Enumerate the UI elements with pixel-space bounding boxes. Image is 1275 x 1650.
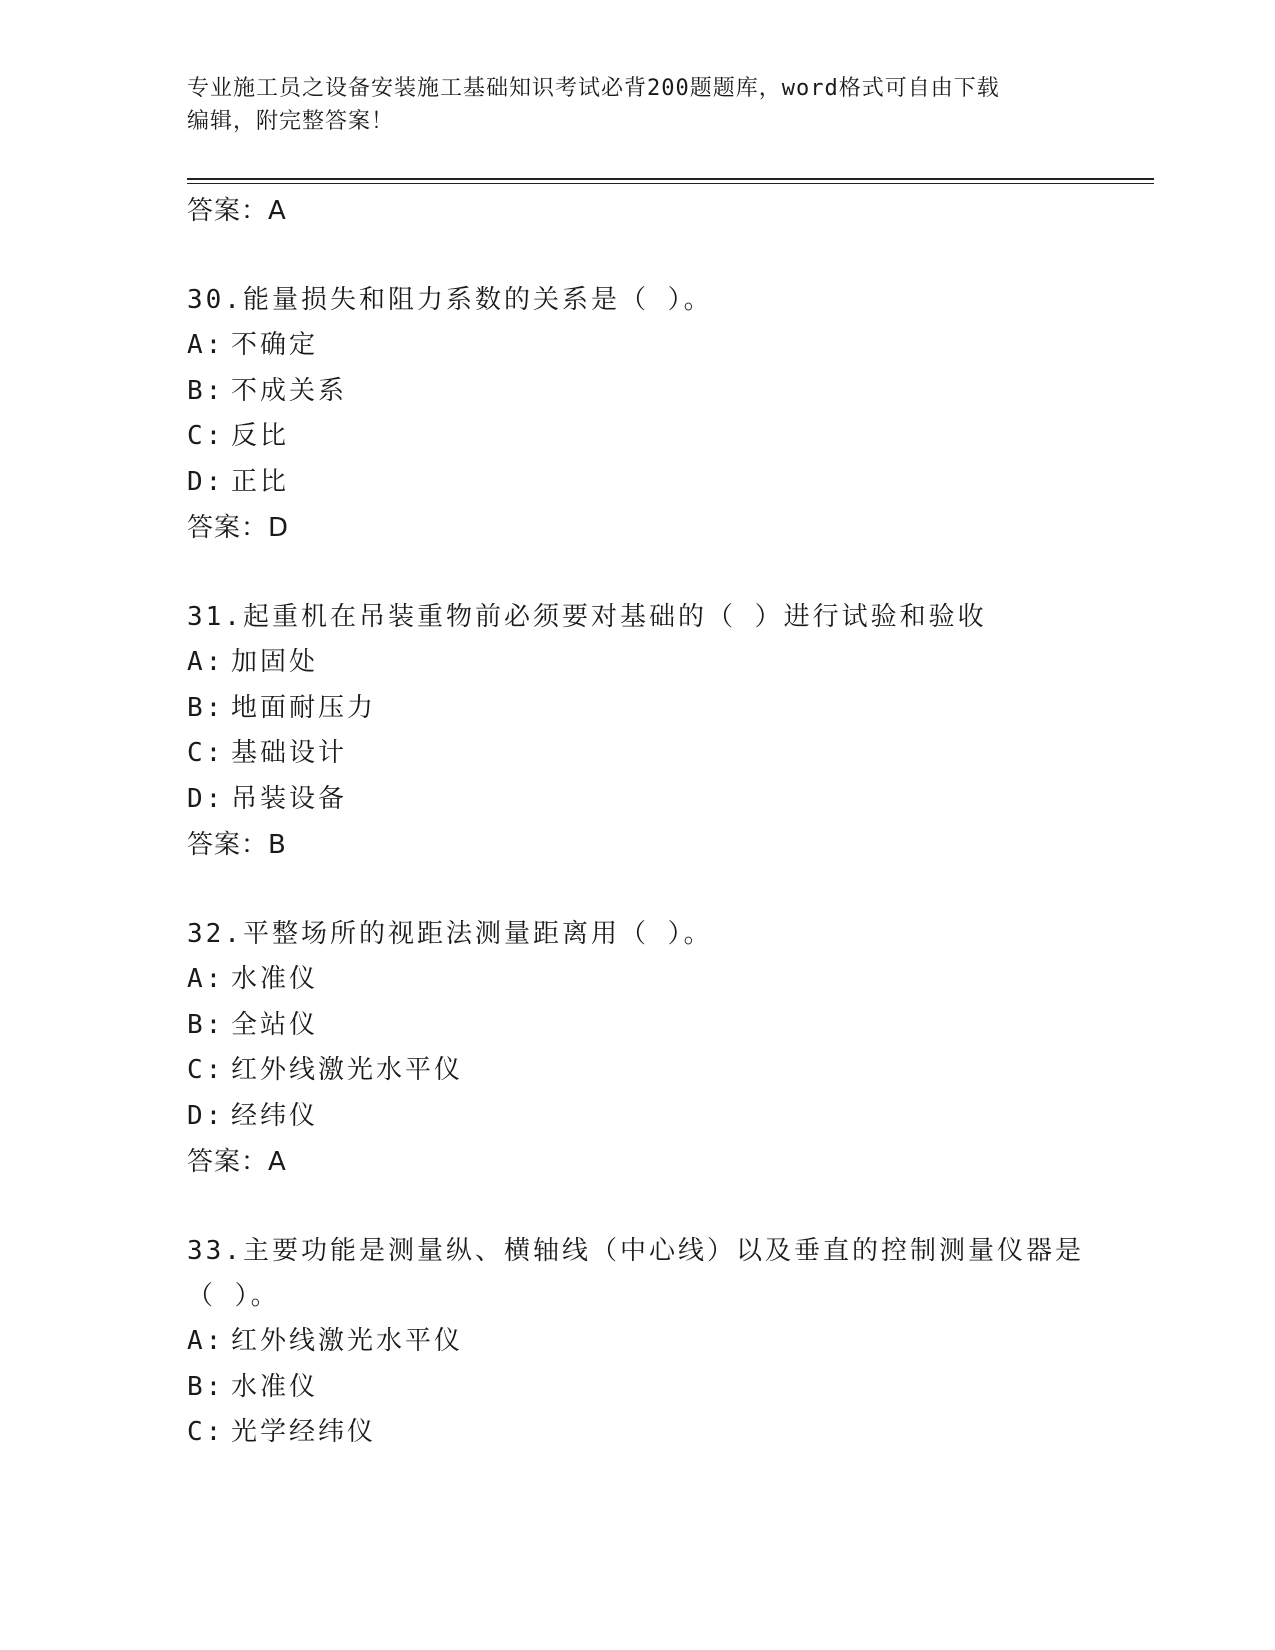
question-31 — [187, 595, 1127, 868]
option-key: C: — [187, 738, 225, 768]
option-d — [187, 460, 1127, 506]
answer-line: 答案：A — [187, 196, 287, 226]
option-text: 红外线激光水平仪 — [231, 1326, 464, 1356]
option-text: 吊装设备 — [231, 783, 348, 814]
question-stem: 32.平整场所的视距法测量距离用（ ）。 — [187, 919, 713, 949]
answer-line: 答案：B — [187, 830, 287, 860]
option-text: 加固处 — [231, 647, 319, 677]
option-text: 全站仪 — [231, 1009, 319, 1040]
option-text: 基础设计 — [231, 738, 348, 768]
answer-line: 答案：A — [187, 1147, 287, 1177]
option-key: A: — [187, 964, 225, 994]
option-text: 不确定 — [231, 330, 319, 360]
option-key: D: — [187, 1100, 225, 1131]
option-text: 光学经纬仪 — [231, 1417, 377, 1447]
question-stem — [187, 1229, 1127, 1319]
option-key: B: — [187, 1371, 225, 1402]
option-text: 不成关系 — [231, 375, 348, 406]
question-33 — [187, 1229, 1127, 1456]
header-title-line-2: 编辑，附完整答案！ — [187, 109, 395, 134]
option-key: A: — [187, 647, 225, 677]
option-text: 红外线激光水平仪 — [231, 1055, 464, 1085]
option-d — [187, 777, 1127, 823]
question-stem-line-2: （ ）。 — [187, 1281, 280, 1311]
option-c — [187, 414, 1127, 460]
option-text: 地面耐压力 — [231, 692, 377, 723]
question-stem: 31.起重机在吊装重物前必须要对基础的（ ）进行试验和验收 — [187, 602, 987, 632]
option-key: B: — [187, 375, 225, 406]
option-key: A: — [187, 330, 225, 360]
option-key: C: — [187, 1055, 225, 1085]
option-text: 水准仪 — [231, 964, 319, 994]
page-header — [187, 72, 1067, 138]
answer-line: 答案：D — [187, 513, 290, 543]
option-key: D: — [187, 466, 225, 497]
option-key: D: — [187, 783, 225, 814]
option-d — [187, 1094, 1127, 1140]
option-key: B: — [187, 692, 225, 723]
question-30 — [187, 278, 1127, 551]
header-title-line-1: 专业施工员之设备安装施工基础知识考试必背200题题库，word格式可自由下载 — [187, 76, 1000, 101]
option-a — [187, 640, 1127, 686]
question-list — [187, 188, 1127, 1456]
option-key: A: — [187, 1326, 225, 1356]
option-a — [187, 323, 1127, 369]
question-stem: 30.能量损失和阻力系数的关系是（ ）。 — [187, 285, 713, 315]
question-32 — [187, 912, 1127, 1185]
option-b — [187, 369, 1127, 415]
option-key: B: — [187, 1009, 225, 1040]
option-text: 反比 — [231, 421, 290, 451]
option-b — [187, 686, 1127, 732]
option-text: 正比 — [231, 466, 290, 497]
option-a — [187, 957, 1127, 1003]
option-text: 经纬仪 — [231, 1100, 319, 1131]
option-a — [187, 1319, 1127, 1365]
option-key: C: — [187, 1417, 225, 1447]
option-b — [187, 1365, 1127, 1411]
option-key: C: — [187, 421, 225, 451]
option-c — [187, 1410, 1127, 1456]
option-text: 水准仪 — [231, 1371, 319, 1402]
option-c — [187, 731, 1127, 777]
option-b — [187, 1003, 1127, 1049]
header-divider — [187, 178, 1154, 184]
option-c — [187, 1048, 1127, 1094]
question-stem-line-1: 33.主要功能是测量纵、横轴线（中心线）以及垂直的控制测量仪器是 — [187, 1236, 1084, 1266]
